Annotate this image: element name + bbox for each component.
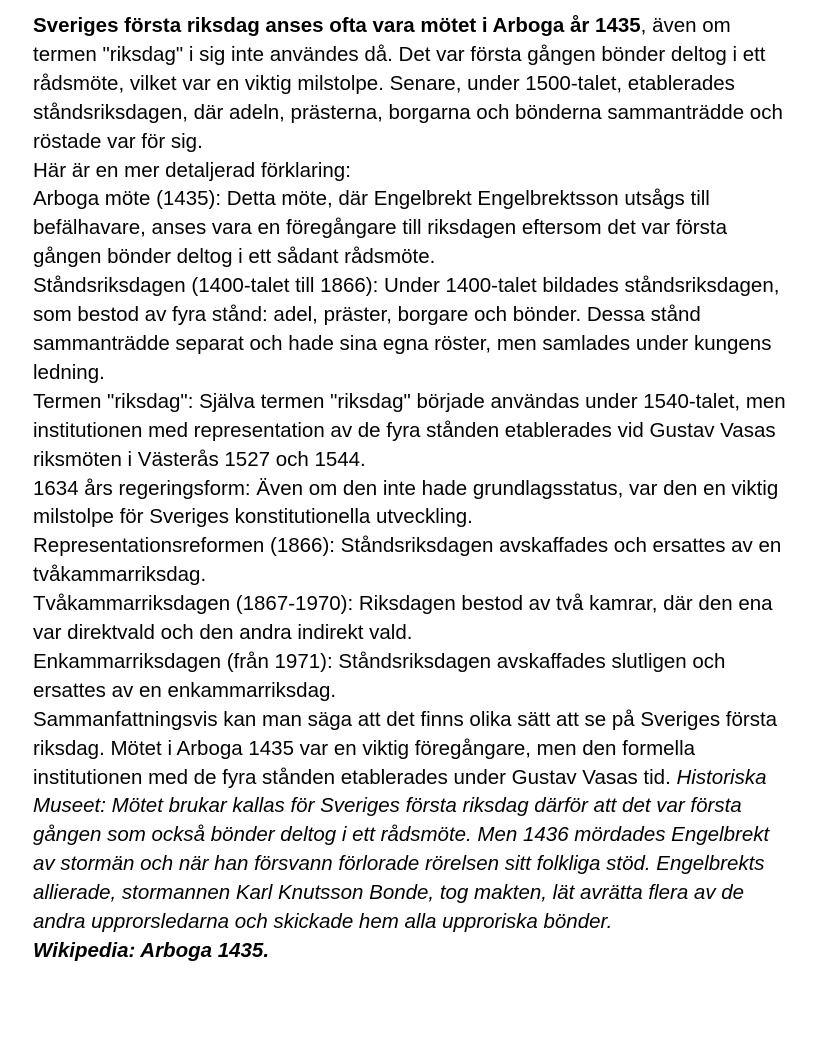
- summary-italic-quote: Historiska Museet: Mötet brukar kallas för Sveriges första riksdag därför att det var första gången som också bönder deltog i ett rådsmöte. Men 1436 mördades Engelbrekt av stormän och när han försvann förlorade rörelsen sitt folkliga stöd. Engelbrekts allierade, stormannen Karl Knutsson Bonde, tog makten, lät avrätta flera av de andra upprorsledarna och skickade hem alla upproriska bönder.: [33, 765, 770, 934]
- summary-paragraph: [33, 706, 792, 966]
- intro-bold-lead: Sveriges första riksdag anses ofta vara mötet i Arboga år 1435: [33, 14, 641, 37]
- summary-text: Sammanfattningsvis kan man säga att det finns olika sätt att se på Sveriges första riksdag. Mötet i Arboga 1435 var en viktig föregångare, men den formella institutionen med de fyra stånden etablerades under Gustav Vasas tid.: [33, 707, 778, 789]
- item-standsriksdagen: Ståndsriksdagen (1400-talet till 1866): Under 1400-talet bildades ståndsriksdagen, som bestod av fyra stånd: adel, präster, borgare och bönder. Dessa stånd sammanträdde separat och hade sina egna röster, men samlades under kungens ledning.: [33, 274, 780, 384]
- intro-text: , även om termen "riksdag" i sig inte användes då. Det var första gången bönder deltog i ett rådsmöte, vilket var en viktig milstolpe. Senare, under 1500-talet, etablerades ståndsriksdagen, där adeln, prästerna, borgarna och bönderna sammanträdde och röstade var för sig.: [33, 14, 783, 153]
- item-termen-riksdag: Termen "riksdag": Själva termen "riksdag" började användas under 1540-talet, men institutionen med representation av de fyra stånden etablerades vid Gustav Vasas riksmöten i Västerås 1527 och 1544.: [33, 389, 786, 471]
- item-tvakammarriksdagen: Tvåkammarriksdagen (1867-1970): Riksdagen bestod av två kamrar, där den ena var direktvald och den andra indirekt vald.: [33, 592, 773, 645]
- source-citation-text: Wikipedia: Arboga 1435.: [33, 939, 270, 962]
- item-representationsreformen: Representationsreformen (1866): Ståndsriksdagen avskaffades och ersattes av en tvåkammarriksdag.: [33, 534, 782, 587]
- intro-paragraph: [33, 12, 792, 157]
- item-enkammarriksdagen: Enkammarriksdagen (från 1971): Ståndsriksdagen avskaffades slutligen och ersattes av en enkammarriksdag.: [33, 649, 726, 702]
- item-regeringsform-1634: 1634 års regeringsform: Även om den inte hade grundlagsstatus, var den en viktig milstolpe för Sveriges konstitutionella utveckling.: [33, 476, 779, 529]
- source-citation: [33, 939, 269, 962]
- item-arboga-mote: Arboga möte (1435): Detta möte, där Engelbrekt Engelbrektsson utsågs till befälhavare, anses vara en föregångare till riksdagen eftersom det var första gången bönder deltog i ett sådant rådsmöte.: [33, 187, 727, 269]
- details-heading: Här är en mer detaljerad förklaring:: [33, 158, 351, 182]
